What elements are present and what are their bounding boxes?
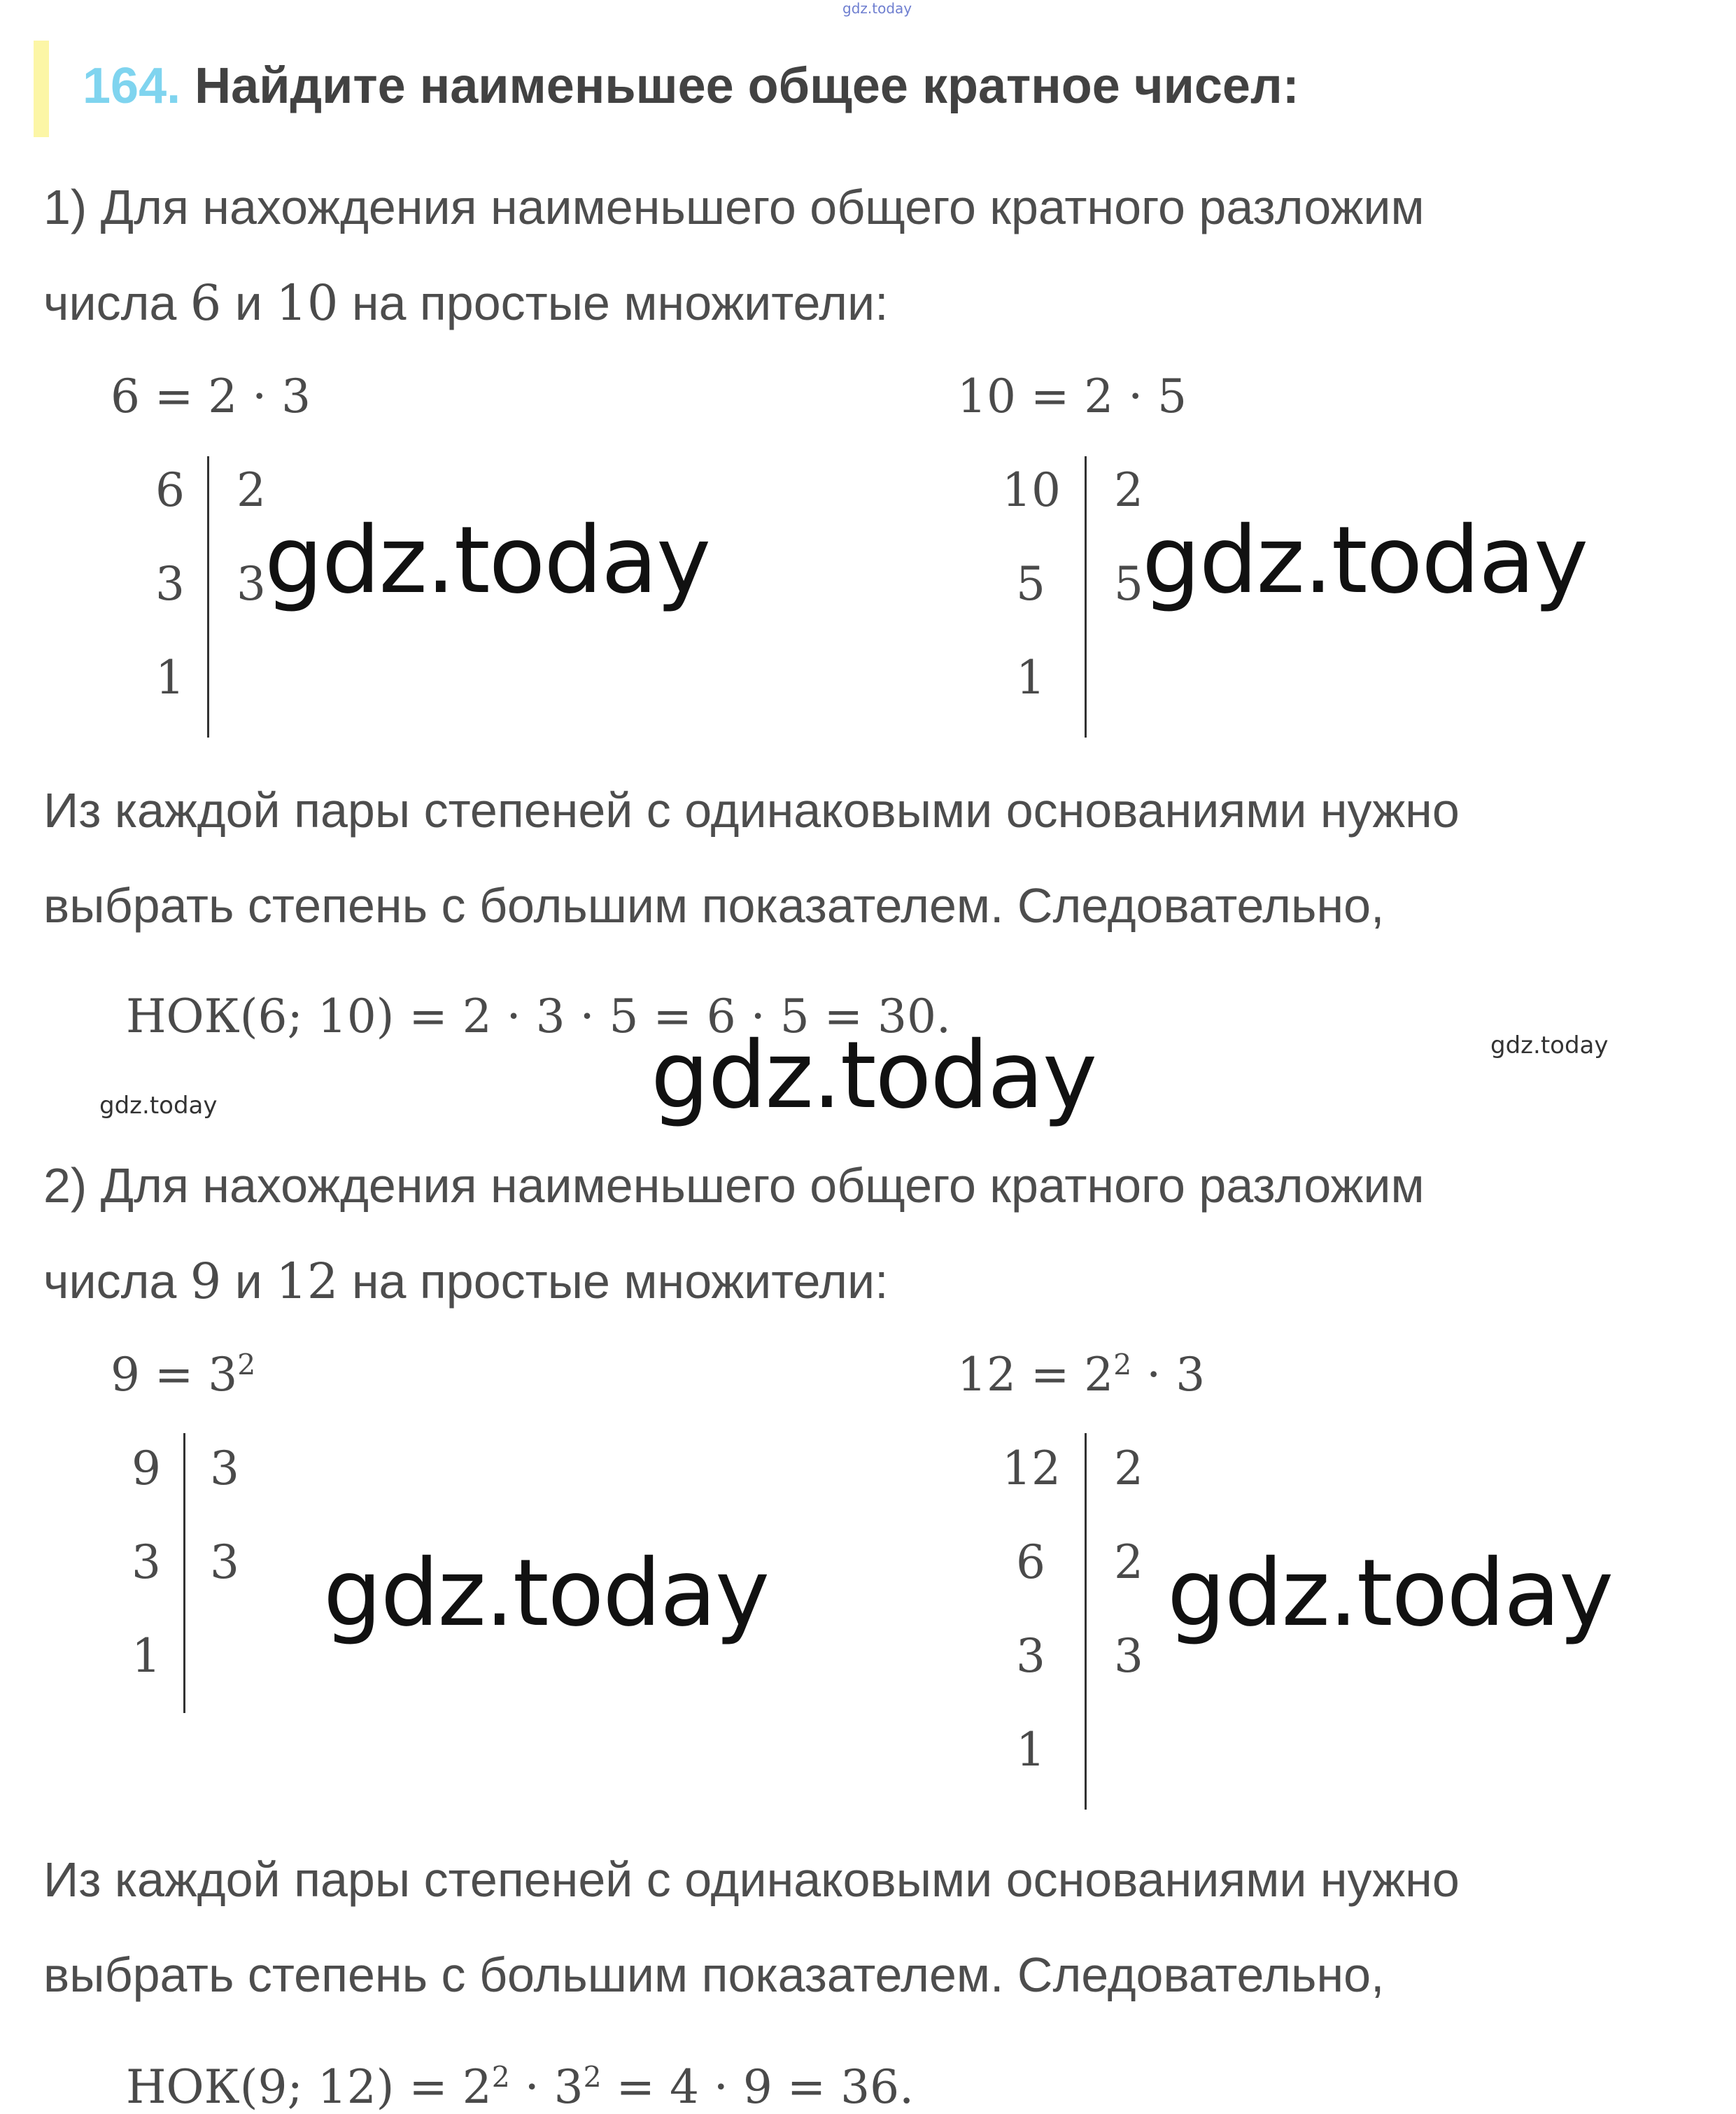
table-cell: 10 [1002,463,1061,517]
part2-number-b: 12 [276,1253,339,1310]
table-cell: 6 [155,463,185,517]
watermark: gdz.today [99,1092,218,1120]
table-cell: 1 [155,651,185,705]
result-exponent: 2 [583,2060,602,2094]
table-cell: 3 [1016,1629,1045,1683]
task-title: Найдите наименьшее общее кратное чисел: [195,58,1299,114]
table-cell: 1 [1016,1723,1045,1777]
part2-intro-line2 [43,1253,889,1310]
table-cell: 3 [1114,1629,1143,1683]
part1-intro-line1: 1) Для нахождения наименьшего общего кратного разложим [43,180,1425,234]
result-suffix: = 4 · 9 = 36. [601,2060,915,2114]
part1-prefix: числа [43,276,190,330]
part2-number-a: 9 [190,1253,222,1310]
header-accent-bar [34,41,49,137]
part1-result: НОК(6; 10) = 2 · 3 · 5 = 6 · 5 = 30. [126,989,951,1043]
formula-base: 12 = 2 [957,1348,1114,1402]
watermark: gdz.today [1490,1031,1609,1059]
table-cell: 3 [210,1442,239,1495]
table-divider [183,1433,185,1713]
table-cell: 3 [237,557,266,611]
table-cell: 2 [1114,1535,1143,1589]
part1-left-formula: 6 = 2 · 3 [111,369,311,423]
table-cell: 6 [1016,1535,1045,1589]
part2-left-formula [111,1348,255,1402]
part2-right-formula [957,1348,1205,1402]
table-divider [207,456,209,738]
table-cell: 9 [132,1442,161,1495]
part1-explain-line1: Из каждой пары степеней с одинаковыми основаниями нужно [43,783,1460,838]
part1-explain-line2: выбрать степень с большим показателем. Следовательно, [43,878,1385,933]
table-cell: 5 [1016,557,1045,611]
result-mid: · 3 [509,2060,584,2114]
table-cell: 3 [155,557,185,611]
formula-exponent: 2 [237,1348,256,1382]
watermark: gdz.today [1167,1539,1613,1647]
result-exponent: 2 [491,2060,510,2094]
part1-number-b: 10 [276,274,339,332]
formula-base: 9 = 3 [111,1348,238,1402]
part1-intro-line2 [43,274,889,332]
watermark: gdz.today [264,507,710,614]
table-cell: 1 [132,1629,161,1683]
watermark: gdz.today [1142,507,1588,614]
table-divider [1085,456,1087,738]
formula-exponent: 2 [1113,1348,1132,1382]
part1-right-formula: 10 = 2 · 5 [957,369,1187,423]
formula-tail: · 3 [1131,1348,1206,1402]
part1-suffix: на простые множители: [338,276,889,330]
part2-explain-line2: выбрать степень с большим показателем. Следовательно, [43,1947,1385,2002]
part2-intro-line1: 2) Для нахождения наименьшего общего кратного разложим [43,1158,1425,1213]
part2-suffix: на простые множители: [338,1254,889,1309]
table-cell: 2 [1114,463,1143,517]
result-prefix: НОК(9; 12) = 2 [126,2060,492,2114]
task-header [83,57,1299,115]
part1-conj: и [221,276,276,330]
part2-prefix: числа [43,1254,190,1309]
task-number: 164. [83,58,181,114]
table-cell: 3 [210,1535,239,1589]
table-cell: 5 [1114,557,1143,611]
watermark: gdz.today [651,1022,1096,1129]
top-watermark: gdz.today [842,0,912,17]
part2-explain-line1: Из каждой пары степеней с одинаковыми основаниями нужно [43,1852,1460,1907]
part2-conj: и [221,1254,276,1309]
table-cell: 2 [1114,1442,1143,1495]
table-cell: 3 [132,1535,161,1589]
table-cell: 12 [1002,1442,1061,1495]
watermark: gdz.today [323,1539,769,1647]
part1-number-a: 6 [190,274,222,332]
table-cell: 2 [237,463,266,517]
table-divider [1085,1433,1087,1810]
part2-result [126,2060,914,2114]
table-cell: 1 [1016,651,1045,705]
